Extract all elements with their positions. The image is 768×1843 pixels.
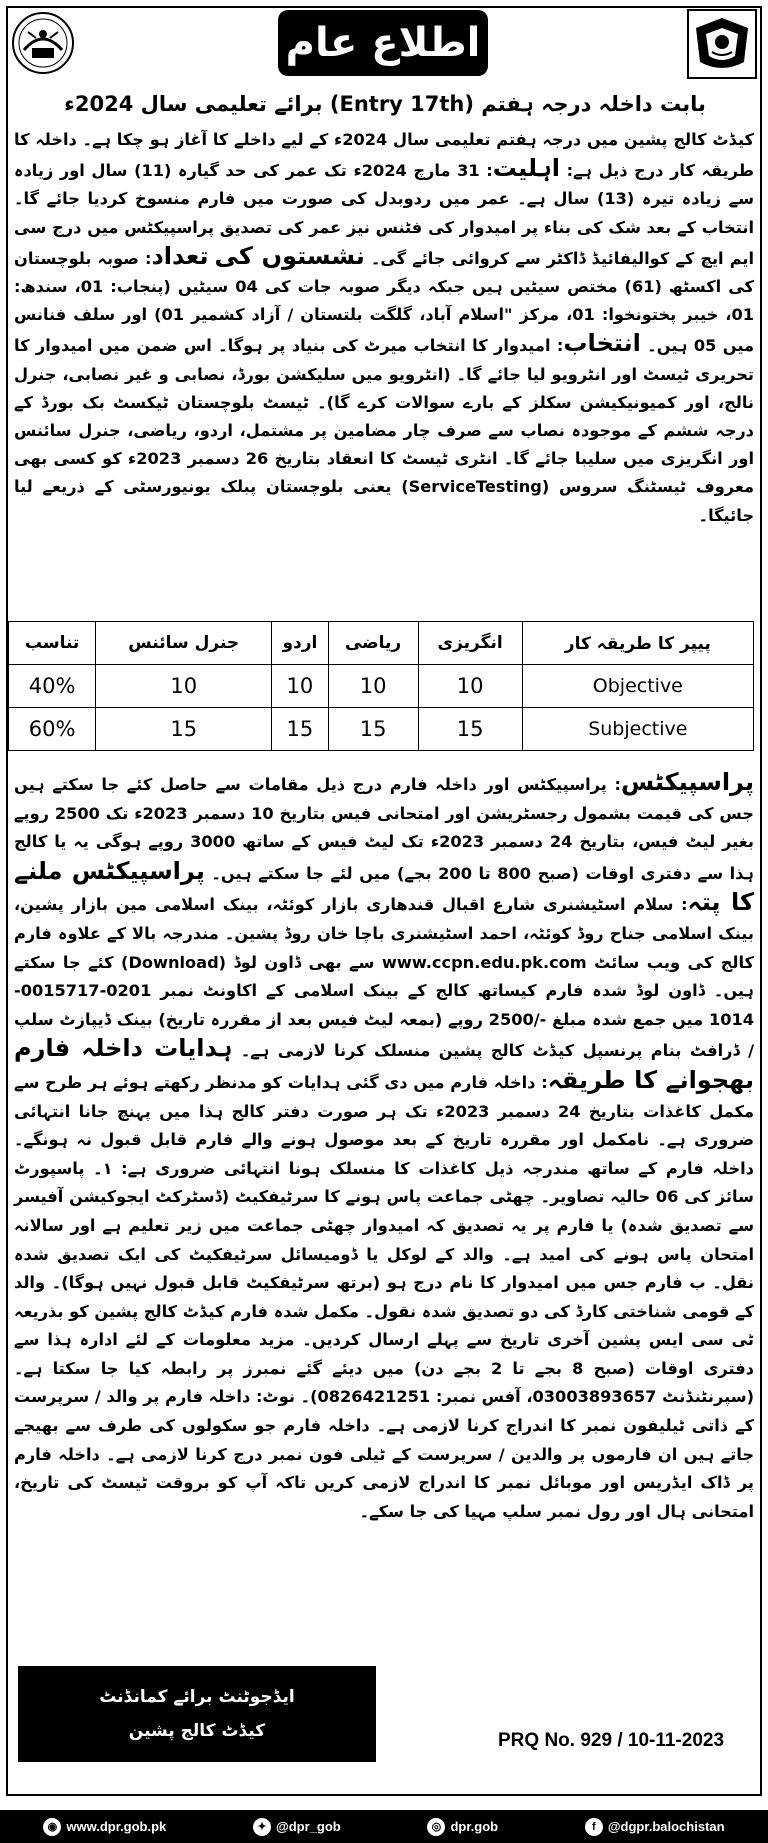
facebook-icon: f xyxy=(585,1818,603,1836)
table-header-cell: تناسب xyxy=(9,622,96,665)
footer-facebook[interactable] xyxy=(585,1818,725,1836)
twitter-icon: ✦ xyxy=(253,1818,271,1836)
prospectus-where-label: پراسپیکٹس ملنے کا پتہ xyxy=(14,856,754,917)
table-cell: 10 xyxy=(272,665,328,708)
government-emblem-icon xyxy=(10,10,76,76)
paper-pattern-table xyxy=(8,621,754,751)
table-header-row xyxy=(9,622,754,665)
cadet-college-logo-icon xyxy=(686,8,758,80)
table-cell: 10 xyxy=(96,665,272,708)
selection-label: انتخاب xyxy=(563,329,641,358)
notice-header xyxy=(8,8,760,80)
procedure-text: : داخلہ فارم میں دی گئی ہدایات کو مدنظر رکھتے ہوئے ہر طرح سے مکمل کاغذات بتاریخ 24 دسمبر 2023ء تک ہر صورت دفتر کالج ہذا میں پہنچ جانا انتہائی ضروری ہے۔ نامکمل اور مقررہ تاریخ کے بعد موصول ہونے والے فارم قابل قبول نہ ہونگے۔ داخلہ فارم کے ساتھ مندرجہ ذیل کاغذات کا منسلک ہونا انتہائی ضروری ہے: ۱۔ پاسپورٹ سائز کی 06 حالیہ تصاویر۔ چھٹی جماعت پاس ہونے کا سرٹیفکیٹ (ڈسٹرکٹ ایجوکیشن آفیسر سے تصدیق شدہ) یا فارم پر یہ تصدیق کہ امیدوار چھٹی جماعت میں زیر تعلیم ہے اور سالانہ امتحان پاس ہونے کی امید ہے۔ والد کے لوکل یا ڈومیسائل سرٹیفکیٹ کی ایک تصدیق شدہ نقل۔ ب فارم جس میں امیدوار کا نام درج ہو (برتھ سرٹیفکیٹ قابل قبول نہیں ہوگا)۔ والد کے قومی شناختی کارڈ کی دو تصدیق شدہ نقول۔ مکمل شدہ فارم کیڈٹ کالج پشین کو بذریعہ ٹی سی ایس پشین آخری تاریخ سے پہلے ارسال کردیں۔ مزید معلومات کے لئے ادارہ ہذا سے دفتری اوقات (صبح 8 بجے تا 2 بجے دن) میں دیئے گئے نمبرز پر رابطہ کیا جا سکتا ہے۔ (سپرنٹنڈنٹ 03003893657، آفس نمبر: 0826421251)۔ نوٹ: داخلہ فارم پر والد / سرپرست کے ذاتی ٹیلیفون نمبر کا اندراج کرنا لازمی ہے۔ داخلہ فارم جو سکولوں کی طرف سے بھیجے جاتے ہیں ان فارموں پر والدین / سرپرست کے ٹیلی فون نمبر درج کرنا لازمی ہے۔ داخلہ فارم پر ڈاک ایڈریس اور موبائل نمبر کا اندراج لازمی کریں تاکہ آپ کو بروقت ٹیسٹ کی تاریخ، امتحانی ہال اور رول نمبر سلپ مہیا کی جا سکے۔ xyxy=(14,1072,755,1521)
signature-title: ایڈجوٹنٹ برائے کمانڈنٹ xyxy=(99,1687,295,1707)
title-banner xyxy=(278,10,488,76)
count-text: : صوبہ بلوچستان کی اکسٹھ (61) مختص سیٹیں ہیں جبکہ دیگر صوبہ جات کی 04 سیٹیں (پنجاب: 01، سندھ: 01، خیبر پختونخوا: 01، مرکز "اسلام آباد، گلگت بلتستان / آزاد کشمیر 01) اور سلف فنانس میں 05 ہیں۔ xyxy=(14,248,754,356)
table-cell: 15 xyxy=(272,708,328,751)
selection-text: : امیدوار کا انتخاب میرٹ کی بنیاد پر ہوگا۔ اس ضمن میں امیدوار کا تحریری ٹیسٹ اور انٹرویو لیا جائے گا۔ (انٹرویو میں سلیکشن بورڈ، نصابی و غیر نصابی، جنرل نالج، اور کمیونیکیشن سکلز کے بارے سوالات کرے گا)۔ ٹیسٹ بلوچستان ٹیکسٹ بک بورڈ کے درجہ ششم کے موجودہ نصاب سے صرف چار مضامین پر مشتمل، اردو، ریاضی، جنرل سائنس اور انگریزی میں سلیبا جائے گا۔ انٹری ٹیسٹ کا انعقاد بتاریخ 26 دسمبر 2023ء کو کسی بھی معروف ٹیسٹنگ سروس (ServiceTesting) یعنی بلوچستان پبلک یونیورسٹی کے ذریعے لیا جائیگا۔ xyxy=(14,336,754,525)
notice-body xyxy=(14,126,754,530)
table-cell: 15 xyxy=(96,708,272,751)
eligibility-label: اہلیت xyxy=(492,154,561,183)
prospectus-label: پراسپیکٹس xyxy=(620,768,754,796)
footer-instagram[interactable] xyxy=(427,1818,498,1836)
table-row xyxy=(9,665,754,708)
page-title: اطلاع عام xyxy=(285,20,481,66)
table-cell: 15 xyxy=(328,708,418,751)
table-header-cell: ریاضی xyxy=(328,622,418,665)
table-cell: Subjective xyxy=(522,708,753,751)
footer-twitter[interactable] xyxy=(253,1818,341,1836)
table-header-cell: اردو xyxy=(272,622,328,665)
footer-website-text: www.dpr.gob.pk xyxy=(66,1819,167,1834)
table-cell: 60% xyxy=(9,708,96,751)
table-cell: Objective xyxy=(522,665,753,708)
footer-instagram-text: dpr.gob xyxy=(450,1819,499,1834)
table-header-cell: جنرل سائنس xyxy=(96,622,272,665)
table-cell: 10 xyxy=(328,665,418,708)
signature-block xyxy=(18,1666,376,1762)
prospectus-text: : پراسپیکٹس اور داخلہ فارم درج ذیل مقامات سے حاصل کئے جا سکتے ہیں جس کی قیمت بشمول رجسٹریشن اور امتحانی فیس بتاریخ 10 دسمبر 2023ء تک 2500 روپے بغیر لیٹ فیس، بتاریخ 24 دسمبر 2023ء تک لیٹ فیس کے ساتھ 3000 روپے ہوگی یہ یا کالج ہذا سے دفتری اوقات (صبح 800 تا 200 بجے) میں لئے جا سکتے ہیں۔ xyxy=(14,775,754,883)
prq-number: PRQ No. 929 / 10-11-2023 xyxy=(498,1730,725,1751)
table-row xyxy=(9,708,754,751)
instagram-icon: ◎ xyxy=(427,1818,445,1836)
globe-icon: ◉ xyxy=(43,1818,61,1836)
table-cell: 10 xyxy=(418,665,522,708)
procedure-label: ہدایات داخلہ فارم بھجوانے کا طریقہ xyxy=(14,1034,755,1094)
count-label: تعداد xyxy=(151,241,209,270)
prospectus-where-text: : سلام اسٹیشنری شارع اقبال قندھاری بازار کوئٹہ، بینک اسلامی مین بازار پشین، بینک اسلامی جناح روڈ کوئٹہ، احمد اسٹیشنری باچا خان روڈ پشین۔ مندرجہ بالا کے علاوہ فارم کالج کی ویب سائٹ www.ccpn.edu.pk.com سے بھی ڈاون لوڈ (Download) کئے جا سکتے ہیں۔ ڈاون لوڈ شدہ فارم کیساتھ کالج کے بینک اسلامی کے اکاونٹ نمبر 0201-0015717-1014 میں جمع شدہ مبلغ -/2500 روپے (بمعہ لیٹ فیس بعد از مقررہ تاریخ) بینک ڈیپازٹ سلپ / ڈرافٹ بنام پرنسپل کیڈٹ کالج پشین منسلک کرنا لازمی ہے۔ xyxy=(14,895,754,1061)
table-header-cell: پیپر کا طریقہ کار xyxy=(522,622,753,665)
notice-subheading: بابت داخلہ درجہ ہفتم (Entry 17th) برائے تعلیمی سال 2024ء xyxy=(64,92,706,116)
table-cell: 40% xyxy=(9,665,96,708)
eligibility-text: : 31 مارچ 2024ء تک عمر کی حد گیارہ (11) سال اور زیادہ سے زیادہ تیرہ (13) سال ہے۔ عمر میں ردوبدل کی صورت میں فارم منسوخ کردیا جائے گا۔ انتخاب کے بعد شک کی بناء پر امیدوار کی فٹنس نیز عمر کی تصدیق پراسپیکٹس میں درج سی ایم ایچ کے کوالیفائیڈ ڈاکٹر سے کروائی جائے گی۔ xyxy=(14,161,755,268)
seats-label: نشستوں کی xyxy=(214,241,365,270)
footer-facebook-text: @dgpr.balochistan xyxy=(607,1819,725,1834)
table-header-cell: انگریزی xyxy=(418,622,522,665)
table-cell: 15 xyxy=(418,708,522,751)
notice-details xyxy=(14,768,754,1526)
footer-website[interactable] xyxy=(43,1818,166,1836)
signature-institution: کیڈٹ کالج پشین xyxy=(128,1721,266,1741)
footer-twitter-text: @dpr_gob xyxy=(276,1819,341,1834)
intro-text: کیڈٹ کالج پشین میں درجہ ہفتم تعلیمی سال 2024ء کے لیے داخلے کا آغاز ہو چکا ہے۔ داخلہ کا طریقہ کار درج ذیل ہے: xyxy=(14,130,755,181)
footer-bar xyxy=(0,1810,768,1843)
